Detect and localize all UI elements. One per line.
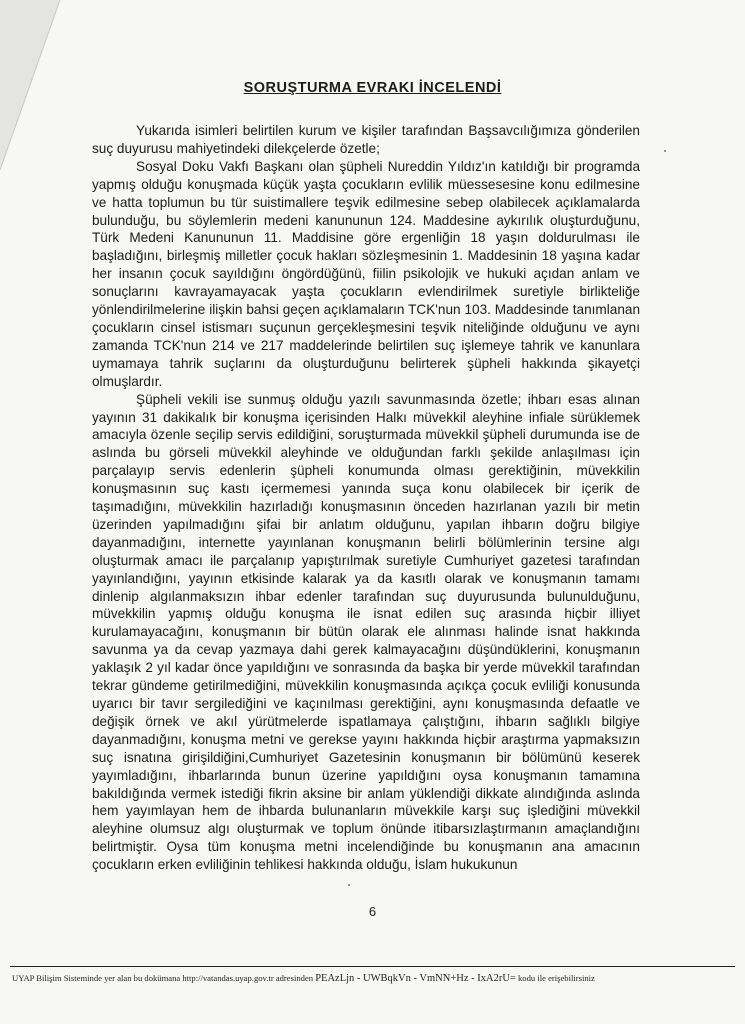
scan-speck (664, 150, 666, 152)
footer-text: UYAP Bilişim Sisteminde yer alan bu dokümana http://vatandas.uyap.gov.tr adresinden (12, 973, 314, 983)
paragraph-intro: Yukarıda isimleri belirtilen kurum ve kişiler tarafından Başsavcılığımıza gönderilen suç duyurusu mahiyetindeki dilekçelerde özetle; (92, 123, 640, 156)
paragraph-defense: Şüpheli vekili ise sunmuş olduğu yazılı savunmasında özetle; ihbarı esas alınan yayının 31 dakikalık bir konuşma içerisinden Halkı müvekkil aleyhine infiale sürüklemek amacıyla özenle seçilip servis edildiğini, soruşturmada müvekkil şüpheli durumunda ise de aslında bu görseli müvekkil aleyhinde ve olduğundan farklı şekilde anlaşılması için parçalayıp servis edenlerin şüpheli konumunda olması gerektiğinin, müvekkilin konuşmasının suç kastı içermemesi yanında suça konu olabilecek bir içerik de taşımadığını, müvekkilin hazırladığı konuşmasının önceden hazırlanan yazılı bir metin üzerinden yapılmadığını şifai bir anlatım olduğunu, yapılan ihbarın doğru bilgiye dayanmadığını, internette yayınlanan konuşmanın belirli bölümlerinin tersine algı oluşturmak amacı ile parçalanıp yapıştırılmak suretiyle Cumhuriyet gazetesi tarafından yayınlandığını, yayının etkisinde kalarak ya da kasıtlı olarak ve konuşmanın tamamı dinlenip algılanmaksızın ihbar edenler tarafından suç duyurusunda bulunulduğunu, müvekkilin yapmış olduğu konuşma ile isnat edilen suç arasında hiçbir illiyet kurulamayacağını, konuşmanın bir bütün olarak ele alınması halinde isnat hakkında savunma ya da cevap yazmaya dahi gerek kalmayacağını düşündüklerini, konuşmanın yaklaşık 2 yıl kadar önce yapıldığını ve sonrasında da başka bir yerde müvekkil tarafından tekrar gündeme getirilmediğini, müvekkilin konuşmasında açıkça çocuk evliliği konusunda uyarıcı bir tavır sergilediğini ve kaçınılması gerektiğini, aynı konuşmasında defaatle ve değişik örnek ve akıl yürütmelerde ispatlamaya çalıştığını, ihbarın sağlıklı bilgiye dayanmadığını, konuşma metni ve gerekse yayını hakkında hiçbir araştırma yapmaksızın suç isnatına girişildiğini,Cumhuriyet Gazetesinin konuşmanın bir bölümünü keserek yayımladığını, ihbarlarında bunun üzerine yapıldığını oysa konuşmanın tamamına bakıldığında vermek istediği fikrin aksine bir anlam yüklendiği dikkate alındığında aslında hem yayımlayan hem de ihbarda bulunanların müvekkile karşı suç işlediğini müvekkil aleyhine olumsuz algı oluşturmak ve toplum önünde itibarsızlaştırmanın amaçlandığını belirtmiştir. Oysa tüm konuşma metni incelendiğinde bu konuşmanın ana amacının çocukların erken evliliğinin tehlikesi hakkında olduğu, İslam hukukunun (92, 391, 640, 873)
footer-divider (10, 966, 735, 967)
footer (12, 973, 733, 984)
scan-speck (348, 884, 350, 886)
document-body (92, 122, 640, 874)
page-number: 6 (368, 904, 377, 919)
footer-access-code: PEAzLjn - UWBqkVn - VmNN+Hz - IxA2rU= (315, 973, 516, 984)
paragraph-complaint: Sosyal Doku Vakfı Başkanı olan şüpheli Nureddin Yıldız'ın katıldığı bir programda yapmış olduğu konuşmada küçük yaşta çocukların evlilik müessesesine konu edilmesine ve hatta toplumun bu tür suistimallere teşvik edilmesine sebep olabilecek açıklamalarda bulunduğu, bu söylemlerin medeni kanununun 124. Maddesine aykırılık oluşturduğunu, Türk Medeni Kanununun 11. Maddisine göre ergenliğin 18 yaşın doldurulması ile başladığını, birleşmiş milletler çocuk hakları sözleşmesinin 1. Maddesinin 18 yaşına kadar her insanın çocuk sayıldığını öngördüğünü, fiilin psikolojik ve hukuki açıdan anlam ve sonuçlarını kavrayamayacak yaşta çocukların evlendirilmek suretiyle birlikteliğe yönlendirilmelerine ilişkin bahsi geçen açıklamaların TCK'nun 103. Maddesinde tanımlanan çocukların cinsel istismarı suçunun gerçekleşmesini teşvik niteliğinde olduğunu ve aynı zamanda TCK'nun 214 ve 217 maddelerinde belirtilen suç işlemeye tahrik ve kanunlara uymamaya tahrik suçlarını da oluşturduğunu belirterek şüpheli hakkında şikayetçi olmuşlardır. (92, 158, 640, 389)
document-title: SORUŞTURMA EVRAKI İNCELENDİ (243, 80, 502, 96)
footer-suffix: kodu ile erişebilirsiniz (518, 973, 595, 983)
